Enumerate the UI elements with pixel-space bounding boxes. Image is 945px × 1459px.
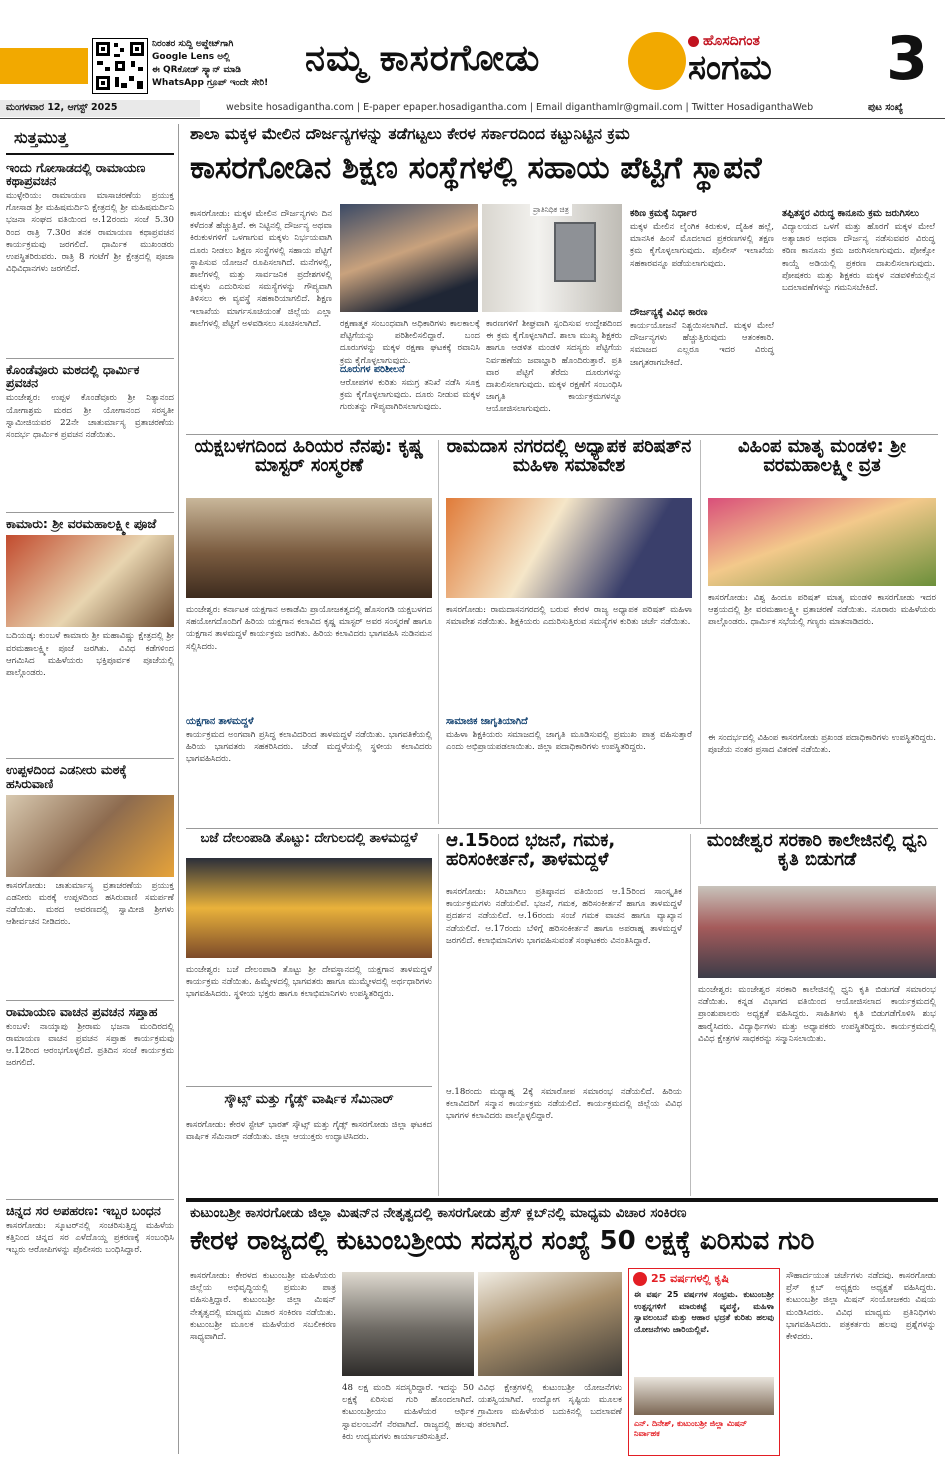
lead-col-2	[340, 318, 480, 430]
story-body: ಮಂಜೇಶ್ವರ: ಕರ್ನಾಟಕ ಯಕ್ಷಗಾನ ಅಕಾಡೆಮಿ ಪ್ರಾಯೋಜಕತ್ವದಲ್ಲಿ ಹೊಸಂಗಡಿ ಯಕ್ಷಬಳಗದ ಸಹಯೋಗದೊಂದಿಗೆ ಹಿರಿಯ ಯಕ್ಷಗಾನ ಕಲಾವಿದ ಕೃಷ್ಣ ಮಾಸ್ಟರ್ ಅವರ ಸಂಸ್ಮರಣೆ ಹಾಗೂ ಯಕ್ಷಗಾನ ತಾಳಮದ್ದಳೆ ಕಾರ್ಯಕ್ರಮ ಜರಗಿತು. ಹಿರಿಯ ಕಲಾವಿದರು ಭಾಗವಹಿಸಿ ನುಡಿನಮನ ಸಲ್ಲಿಸಿದರು.	[186, 605, 432, 652]
sidebar-body: ಕಾಸರಗೋಡು: ಚಾತುರ್ಮಾಸ್ಯ ವ್ರತಾಚರಣೆಯ ಪ್ರಯುಕ್ತ ಎಡನೀರು ಮಠಕ್ಕೆ ಉಪ್ಪಳದಿಂದ ಹಸಿರುವಾಣಿ ಸಮರ್ಪಣೆ ನಡೆಯಿತು. ಮಠದ ಆವರಣದಲ್ಲಿ ಸ್ವಾಮೀಜಿ ಶ್ರೀಗಳು ಆಶೀರ್ವಚನ ನೀಡಿದರು.	[6, 880, 174, 928]
masthead-title: ನಮ್ಮ ಕಾಸರಗೋಡು	[305, 38, 541, 79]
sidebar-item	[6, 161, 174, 358]
sidebar-title: ಸುತ್ತಮುತ್ತ	[6, 124, 174, 155]
lead-col-4-subhead-2: ದೌರ್ಜನ್ಯಕ್ಕೆ ವಿವಿಧ ಕಾರಣ	[630, 307, 708, 318]
brand-block	[688, 34, 878, 86]
sidebar-body: ಕುಂಬಳೆ: ನಾಯ್ಕಾಪು ಶ್ರೀರಾಮ ಭಜನಾ ಮಂದಿರದಲ್ಲಿ ರಾಮಾಯಣ ವಾಚನ ಪ್ರವಚನ ಸಪ್ತಾಹ ಕಾರ್ಯಕ್ರಮವು ಆ.12ರಿಂದ ಆರಂಭಗೊಳ್ಳಲಿದೆ. ಪ್ರತಿದಿನ ಸಂಜೆ ಕಾರ್ಯಕ್ರಮ ಜರಗಲಿದೆ.	[6, 1021, 174, 1069]
story-body-2: ಆ.18ರಂದು ಮಧ್ಯಾಹ್ನ 2ಕ್ಕೆ ಸಮಾರೋಪ ಸಮಾರಂಭ ನಡೆಯಲಿದೆ. ಹಿರಿಯ ಕಲಾವಿದರಿಗೆ ಸನ್ಮಾನ ಕಾರ್ಯಕ್ರಮ ನಡೆಯಲಿದೆ. ಕಾರ್ಯಕ್ರಮದಲ್ಲಿ ಜಿಲ್ಲೆಯ ವಿವಿಧ ಭಾಗಗಳ ಕಲಾವಿದರು ಪಾಲ್ಗೊಳ್ಳಲಿದ್ದಾರೆ.	[446, 1087, 682, 1122]
story-photo	[708, 498, 936, 586]
lead-col-5-subhead: ತಪ್ಪಿತಸ್ಥರ ವಿರುದ್ಧ ಕಾನೂನು ಕ್ರಮ ಜರುಗಿಸಲು	[782, 208, 920, 219]
brand-dot	[628, 32, 686, 90]
lead-col-5-text: ವಿದ್ಯಾಲಯದ ಒಳಗೆ ಮತ್ತು ಹೊರಗೆ ಮಕ್ಕಳ ಮೇಲೆ ಅತ್ಯಾಚಾರ ಅಥವಾ ದೌರ್ಜನ್ಯ ನಡೆಸುವವರ ವಿರುದ್ಧ ಕಠಿಣ ಕಾನೂನು ಕ್ರಮ ಜರುಗಿಸಲಾಗುವುದು. ಪೋಕ್ಸೋ ಕಾಯ್ದೆ ಅಡಿಯಲ್ಲಿ ಪ್ರಕರಣ ದಾಖಲಿಸಲಾಗುವುದು. ಪೋಷಕರು ಮತ್ತು ಶಿಕ್ಷಕರು ಮಕ್ಕಳ ನಡವಳಿಕೆಯಲ್ಲಿನ ಬದಲಾವಣೆಗಳನ್ನು ಗಮನಿಸಬೇಕಿದೆ.	[782, 222, 935, 294]
sidebar-body: ಬದಿಯಡ್ಕ: ಕುಂಬಳೆ ಕಾಮಾರು ಶ್ರೀ ಮಹಾವಿಷ್ಣು ಕ್ಷೇತ್ರದಲ್ಲಿ ಶ್ರೀ ವರಮಹಾಲಕ್ಷ್ಮೀ ಪೂಜೆ ಜರಗಿತು. ವಿವಿಧ ಕಡೆಗಳಿಂದ ಆಗಮಿಸಿದ ಮಹಿಳೆಯರು ಭಕ್ತಿಪೂರ್ವಕ ಪೂಜೆಯಲ್ಲಿ ಪಾಲ್ಗೊಂಡರು.	[6, 631, 174, 679]
lead-headline: ಕಾಸರಗೋಡಿನ ಶಿಕ್ಷಣ ಸಂಸ್ಥೆಗಳಲ್ಲಿ ಸಹಾಯ ಪೆಟ್ಟಿಗೆ ಸ್ಥಾಪನೆ	[190, 150, 762, 186]
masthead	[0, 0, 945, 118]
lead-col-2-text: ರಕ್ಷಣಾತ್ಮಕ ಸಂಬಂಧವಾಗಿ ಅಧಿಕಾರಿಗಳು ಕಾಲಕಾಲಕ್ಕೆ ಪೆಟ್ಟಿಗೆಯನ್ನು ಪರಿಶೀಲಿಸಲಿದ್ದಾರೆ. ಬಂದ ದೂರುಗಳನ್ನು ಮಕ್ಕಳ ರಕ್ಷಣಾ ಘಟಕಕ್ಕೆ ರವಾನಿಸಿ ಕ್ರಮ ಕೈಗೊಳ್ಳಲಾಗುವುದು.	[340, 319, 480, 366]
story-headline: ಮಂಜೇಶ್ವರ ಸರಕಾರಿ ಕಾಲೇಜಿನಲ್ಲಿ ಧ್ವನಿ ಕೃತಿ ಬಿಡುಗಡೆ	[706, 830, 928, 870]
story-body: ಕಾಸರಗೋಡು: ಸಿರಿಬಾಗಿಲು ಪ್ರತಿಷ್ಠಾನದ ವತಿಯಿಂದ ಆ.15ರಿಂದ ಸಾಂಸ್ಕೃತಿಕ ಕಾರ್ಯಕ್ರಮಗಳು ನಡೆಯಲಿವೆ. ಭಜನೆ, ಗಮಕ, ಹರಿಸಂಕೀರ್ತನೆ ಹಾಗೂ ತಾಳಮದ್ದಳೆ ಪ್ರದರ್ಶನ ನಡೆಯಲಿದೆ. ಆ.16ರಂದು ಸಂಜೆ ಗಮಕ ವಾಚನ ಹಾಗೂ ವ್ಯಾಖ್ಯಾನ ನಡೆಯಲಿದೆ. ಆ.17ರಂದು ಬೆಳಿಗ್ಗೆ ಹರಿಸಂಕೀರ್ತನೆ ಹಾಗೂ ಅಪರಾಹ್ನ ತಾಳಮದ್ದಳೆ ಜರಗಲಿದೆ. ಕಲಾಭಿಮಾನಿಗಳು ಭಾಗವಹಿಸುವಂತೆ ಸಂಘಟಕರು ವಿನಂತಿಸಿದ್ದಾರೆ.	[446, 887, 682, 946]
bottom-photo-panel	[342, 1272, 474, 1376]
lead-photo-box	[482, 204, 622, 312]
story-body: ಮಂಜೇಶ್ವರ: ಮಂಜೇಶ್ವರ ಸರಕಾರಿ ಕಾಲೇಜಿನಲ್ಲಿ ಧ್ವನಿ ಕೃತಿ ಬಿಡುಗಡೆ ಸಮಾರಂಭ ನಡೆಯಿತು. ಕನ್ನಡ ವಿಭಾಗದ ವತಿಯಿಂದ ಆಯೋಜಿಸಲಾದ ಕಾರ್ಯಕ್ರಮದಲ್ಲಿ ಪ್ರಾಂಶುಪಾಲರು ಅಧ್ಯಕ್ಷತೆ ವಹಿಸಿದ್ದರು. ಸಾಹಿತಿಗಳು ಕೃತಿ ಬಿಡುಗಡೆಗೊಳಿಸಿ ಶುಭ ಹಾರೈಸಿದರು. ವಿದ್ಯಾರ್ಥಿಗಳು ಮತ್ತು ಅಧ್ಯಾಪಕರು ಉಪಸ್ಥಿತರಿದ್ದರು. ಕಾರ್ಯಕ್ರಮದಲ್ಲಿ ವಿವಿಧ ಕ್ಷೇತ್ರಗಳ ಸಾಧಕರನ್ನು ಸನ್ಮಾನಿಸಲಾಯಿತು.	[698, 985, 936, 1044]
lead-col-3: ಕಾರಣಗಳಿಗೆ ಶೀಘ್ರವಾಗಿ ಸ್ಪಂದಿಸುವ ಉದ್ದೇಶದಿಂದ ಈ ಕ್ರಮ ಕೈಗೊಳ್ಳಲಾಗಿದೆ. ಶಾಲಾ ಮುಖ್ಯ ಶಿಕ್ಷಕರು ಹಾಗೂ ಆಡಳಿತ ಮಂಡಳಿ ಸದಸ್ಯರು ಪೆಟ್ಟಿಗೆಯ ನಿರ್ವಹಣೆಯ ಜವಾಬ್ದಾರಿ ಹೊಂದಿರುತ್ತಾರೆ. ಪ್ರತಿ ವಾರ ಪೆಟ್ಟಿಗೆ ತೆರೆದು ದೂರುಗಳನ್ನು ದಾಖಲಿಸಲಾಗುವುದು. ಮಕ್ಕಳ ರಕ್ಷಣೆಗೆ ಸಂಬಂಧಿಸಿ ಜಾಗೃತಿ ಕಾರ್ಯಕ್ರಮಗಳನ್ನೂ ಆಯೋಜಿಸಲಾಗುವುದು.	[486, 319, 622, 415]
bottom-kicker: ಕುಟುಂಬಶ್ರೀ ಕಾಸರಗೋಡು ಜಿಲ್ಲಾ ಮಿಷನ್‌ನ ನೇತೃತ್ವದಲ್ಲಿ ಕಾಸರಗೋಡು ಪ್ರೆಸ್ ಕ್ಲಬ್‌ನಲ್ಲಿ ಮಾಧ್ಯಮ ವಿಚಾರ ಸಂಕಿರಣ	[190, 1205, 687, 1221]
sidebar-item	[6, 1000, 174, 1199]
lead-kicker: ಶಾಲಾ ಮಕ್ಕಳ ಮೇಲಿನ ದೌರ್ಜನ್ಯಗಳನ್ನು ತಡೆಗಟ್ಟಲು ಕೇರಳ ಸರ್ಕಾರದಿಂದ ಕಟ್ಟುನಿಟ್ಟಿನ ಕ್ರಮ	[190, 125, 630, 143]
issue-date: ಮಂಗಳವಾರ 12, ಆಗಸ್ಟ್ 2025	[6, 102, 118, 113]
qr-line: Google Lens ಅಲ್ಲಿ	[152, 52, 230, 62]
bottom-col-2: 48 ಲಕ್ಷ ಮಂದಿ ಸದಸ್ಯರಿದ್ದಾರೆ. ಇದನ್ನು 50 ಲಕ್ಷಕ್ಕೆ ಏರಿಸುವ ಗುರಿ ಹೊಂದಲಾಗಿದೆ. ಕುಟುಂಬಶ್ರೀಯು ಮಹಿಳೆಯರ ಆರ್ಥಿಕ ಸ್ವಾವಲಂಬನೆಗೆ ನೆರವಾಗಿದೆ. ರಾಜ್ಯದಲ್ಲಿ ಹಲವು ಕಿರು ಉದ್ಯಮಗಳು ಕಾರ್ಯಾಚರಿಸುತ್ತಿವೆ.	[342, 1383, 474, 1442]
sidebar-heading: ಕೊಂಡೆವೂರು ಮಠದಲ್ಲಿ ಧಾರ್ಮಿಕ ಪ್ರವಚನ	[6, 362, 140, 391]
sidebar-item	[6, 758, 174, 999]
sidebar	[6, 124, 174, 1454]
lead-col-2-subhead: ದೂರುಗಳ ಪರಿಶೀಲನೆ	[340, 364, 405, 375]
lead-bottom-rule	[186, 434, 938, 435]
story-subhead: ಸಾಮಾಜಿಕ ಜಾಗೃತಿಯಾಗಿದೆ	[446, 716, 528, 727]
column-divider	[438, 440, 439, 824]
sidebar-photo	[6, 795, 174, 877]
story-college	[698, 832, 936, 1196]
lead-photo-students	[340, 204, 478, 312]
help-box-icon	[554, 222, 596, 282]
column-divider	[690, 834, 691, 1196]
story-subhead: ಯಕ್ಷಗಾನ ತಾಳಮದ್ದಳೆ	[186, 716, 254, 727]
bottom-accent-bar	[186, 1198, 938, 1202]
lead-col-4	[630, 208, 774, 430]
story-headline: ಆ.15ರಿಂದ ಭಜನೆ, ಗಮಕ, ಹರಿಸಂಕೀರ್ತನೆ, ತಾಳಮದ್ದಳೆ	[446, 830, 616, 870]
sidebar-body: ಮುಳ್ಳೇರಿಯ: ರಾಮಾಯಣ ಮಾಸಾಚರಣೆಯ ಪ್ರಯುಕ್ತ ಗೋಸಾಡ ಶ್ರೀ ಮಹಿಷಮರ್ದಿನಿ ಕ್ಷೇತ್ರದಲ್ಲಿ ಶ್ರೀ ಮಹಿಷಮರ್ದಿನಿ ಭಜನಾ ಸಂಘದ ವತಿಯಿಂದ ಆ.12ರಂದು ಸಂಜೆ 5.30 ರಿಂದ ರಾತ್ರಿ 7.30ರ ತನಕ ರಾಮಾಯಣ ಕಥಾಪ್ರವಚನ ಕಾರ್ಯಕ್ರಮವು ಜರಗಲಿದೆ. ಧಾರ್ಮಿಕ ಮುಖಂಡರು ಉಪಸ್ಥಿತರಿರುವರು. ರಾತ್ರಿ 8 ಗಂಟೆಗೆ ಶ್ರೀ ಕ್ಷೇತ್ರದಲ್ಲಿ ಪೂಜಾ ವಿಧಿವಿಧಾನಗಳು ಜರಗಲಿದೆ.	[6, 191, 174, 275]
sidebar-heading: ಕಾಮಾರು: ಶ್ರೀ ವರಮಹಾಲಕ್ಷ್ಮೀ ಪೂಜೆ	[6, 516, 157, 532]
qr-line: ನಿರಂತರ ಸುದ್ದಿ ಅಪ್ಡೇಟ್‌ಗಾಗಿ	[152, 39, 234, 49]
sidebar-photo	[6, 535, 174, 627]
bottom-col-3: ವಿವಿಧ ಕ್ಷೇತ್ರಗಳಲ್ಲಿ ಕುಟುಂಬಶ್ರೀ ಯೋಜನೆಗಳು ಯಶಸ್ವಿಯಾಗಿವೆ. ಉದ್ಯೋಗ ಸೃಷ್ಟಿಯ ಮೂಲಕ ಗ್ರಾಮೀಣ ಮಹಿಳೆಯರ ಬದುಕಿನಲ್ಲಿ ಬದಲಾವಣೆ ತರಲಾಗಿದೆ.	[478, 1383, 622, 1430]
lead-col-4-subhead: ಕಠಿಣ ಕ್ರಮಕ್ಕೆ ನಿರ್ಧಾರ	[630, 208, 697, 219]
story-body: ಕಾಸರಗೋಡು: ರಾಮದಾಸನಗರದಲ್ಲಿ ಬರುವ ಕೇರಳ ರಾಜ್ಯ ಅಧ್ಯಾಪಕ ಪರಿಷತ್ ಮಹಿಳಾ ಸಮಾವೇಶ ನಡೆಯಿತು. ಶಿಕ್ಷಕಿಯರು ಎದುರಿಸುತ್ತಿರುವ ಸಮಸ್ಯೆಗಳ ಕುರಿತು ಚರ್ಚೆ ನಡೆಯಿತು.	[446, 605, 692, 628]
story-scouts	[186, 1086, 432, 1197]
lead-col-1: ಕಾಸರಗೋಡು: ಮಕ್ಕಳ ಮೇಲಿನ ದೌರ್ಜನ್ಯಗಳು ದಿನ ಕಳೆದಂತೆ ಹೆಚ್ಚುತ್ತಿವೆ. ಈ ನಿಟ್ಟಿನಲ್ಲಿ ದೌರ್ಜನ್ಯ ಅಥವಾ ಕಿರುಕುಳಗಳಿಗೆ ಒಳಗಾಗುವ ಮಕ್ಕಳು ನಿರ್ಭಯವಾಗಿ ದೂರು ನೀಡಲು ಶಿಕ್ಷಣ ಸಂಸ್ಥೆಗಳಲ್ಲಿ ಸಹಾಯ ಪೆಟ್ಟಿಗೆ ಸ್ಥಾಪಿಸುವ ಯೋಜನೆ ರೂಪಿಸಲಾಗಿದೆ. ಮನೆಗಳಲ್ಲಿ, ಶಾಲೆಗಳಲ್ಲಿ ಮತ್ತು ಸಾರ್ವಜನಿಕ ಪ್ರದೇಶಗಳಲ್ಲಿ ಮಕ್ಕಳು ಎದುರಿಸುವ ಸಮಸ್ಯೆಗಳನ್ನು ಗೌಪ್ಯವಾಗಿ ತಿಳಿಸಲು ಈ ವ್ಯವಸ್ಥೆ ಸಹಕಾರಿಯಾಗಲಿದೆ. ಶಿಕ್ಷಣ ಇಲಾಖೆಯ ಮಾರ್ಗಸೂಚಿಯಂತೆ ಜಿಲ್ಲೆಯ ಎಲ್ಲಾ ಶಾಲೆಗಳಲ್ಲಿ ಪೆಟ್ಟಿಗೆ ಅಳವಡಿಸಲು ಸೂಚಿಸಲಾಗಿದೆ.	[190, 209, 332, 329]
story-headline: ಬಜೆ ದೇಲಂಪಾಡಿ ತೊಟ್ಟು: ದೇಗುಲದಲ್ಲಿ ತಾಳಮದ್ದಳೆ	[200, 831, 418, 846]
lead-col-2-text-b: ಆರೋಪಗಳ ಕುರಿತು ಸಮಗ್ರ ತನಿಖೆ ನಡೆಸಿ ಸೂಕ್ತ ಕ್ರಮ ಕೈಗೊಳ್ಳಲಾಗುವುದು. ದೂರು ನೀಡುವ ಮಕ್ಕಳ ಗುರುತನ್ನು ಗೌಪ್ಯವಾಗಿರಿಸಲಾಗುವುದು.	[340, 378, 480, 413]
brand-small: ಹೊಸದಿಗಂತ	[703, 33, 760, 49]
bottom-headline: ಕೇರಳ ರಾಜ್ಯದಲ್ಲಿ ಕುಟುಂಬಶ್ರೀಯ ಸದಸ್ಯರ ಸಂಖ್ಯೆ 50 ಲಕ್ಷಕ್ಕೆ ಏರಿಸುವ ಗುರಿ	[190, 1226, 815, 1256]
lead-photo-caption: ಪ್ರಾತಿನಿಧಿಕ ಚಿತ್ರ	[530, 204, 572, 216]
page-number: 3	[886, 24, 928, 94]
sidebar-heading: ಚಿನ್ನದ ಸರ ಅಪಹರಣ: ಇಬ್ಬರ ಬಂಧನ	[6, 1202, 161, 1218]
box-text: ಈ ವರ್ಷ 25 ವರ್ಷಗಳ ಸಂಭ್ರಮ. ಕುಟುಂಬಶ್ರೀ ಉತ್ಪನ್ನಗಳಿಗೆ ಮಾರುಕಟ್ಟೆ ವ್ಯವಸ್ಥೆ, ಮಹಿಳಾ ಸ್ವಾವಲಂಬನೆ ಮತ್ತು ಆಹಾರ ಭದ್ರತೆ ಕುರಿತು ಹಲವು ಯೋಜನೆಗಳು ಜಾರಿಯಲ್ಲಿವೆ.	[634, 1289, 774, 1334]
contact-bar[interactable]: website hosadigantha.com | E-paper epaper.hosadigantha.com | Email diganthamlr@gmail.com | Twitter HosadiganthaWeb	[226, 102, 814, 113]
brand-logo-icon	[688, 36, 699, 47]
lead-col-5	[782, 208, 935, 430]
story-photo	[186, 498, 432, 598]
sidebar-divider	[178, 124, 179, 1454]
story-vhp	[708, 438, 936, 824]
sidebar-item	[6, 512, 174, 758]
story-photo	[698, 886, 936, 978]
story-headline: ಯಕ್ಷಬಳಗದಿಂದ ಹಿರಿಯರ ನೆನಪು: ಕೃಷ್ಣ ಮಾಸ್ಟರ್ ಸಂಸ್ಮರಣೆ	[194, 436, 424, 476]
box-author: ಎನ್. ದಿನೇಶ್, ಕುಟುಂಬಶ್ರೀ ಜಿಲ್ಲಾ ಮಿಷನ್ ನಿರ್ವಾಹಕ	[634, 1419, 747, 1438]
bottom-col-5: ಸೌಹಾರ್ದಯುತ ಚರ್ಚೆಗಳು ನಡೆದವು. ಕಾಸರಗೋಡು ಪ್ರೆಸ್ ಕ್ಲಬ್ ಅಧ್ಯಕ್ಷರು ಅಧ್ಯಕ್ಷತೆ ವಹಿಸಿದ್ದರು. ಕುಟುಂಬಶ್ರೀ ಜಿಲ್ಲಾ ಮಿಷನ್ ಸಂಯೋಜಕರು ವಿಷಯ ಮಂಡಿಸಿದರು. ವಿವಿಧ ಮಾಧ್ಯಮ ಪ್ರತಿನಿಧಿಗಳು ಭಾಗವಹಿಸಿದರು. ಪತ್ರಕರ್ತರು ಹಲವು ಪ್ರಶ್ನೆಗಳನ್ನು ಕೇಳಿದರು.	[786, 1271, 936, 1343]
bottom-col-1: ಕಾಸರಗೋಡು: ಕೇರಳದ ಕುಟುಂಬಶ್ರೀ ಮಹಿಳೆಯರು ಜಿಲ್ಲೆಯ ಅಭಿವೃದ್ಧಿಯಲ್ಲಿ ಪ್ರಮುಖ ಪಾತ್ರ ವಹಿಸುತ್ತಿದ್ದಾರೆ. ಕುಟುಂಬಶ್ರೀ ಜಿಲ್ಲಾ ಮಿಷನ್ ನೇತೃತ್ವದಲ್ಲಿ ಮಾಧ್ಯಮ ವಿಚಾರ ಸಂಕಿರಣ ನಡೆಯಿತು. ಕುಟುಂಬಶ್ರೀ ಮೂಲಕ ಮಹಿಳೆಯರ ಸಬಲೀಕರಣ ಸಾಧ್ಯವಾಗಿದೆ.	[190, 1271, 336, 1343]
sidebar-heading: ಉಪ್ಪಳದಿಂದ ಎಡನೀರು ಮಠಕ್ಕೆ ಹಸಿರುವಾಣಿ	[6, 762, 127, 791]
bottom-photo-speaker	[478, 1272, 622, 1376]
sidebar-item	[6, 1199, 174, 1330]
story-body: ಮಂಜೇಶ್ವರ: ಬಜೆ ದೇಲಂಪಾಡಿ ತೊಟ್ಟು ಶ್ರೀ ದೇವಸ್ಥಾನದಲ್ಲಿ ಯಕ್ಷಗಾನ ತಾಳಮದ್ದಳೆ ಕಾರ್ಯಕ್ರಮ ನಡೆಯಿತು. ಹಿಮ್ಮೇಳದಲ್ಲಿ ಭಾಗವತರು ಹಾಗೂ ಮುಮ್ಮೇಳದಲ್ಲಿ ಅರ್ಥಧಾರಿಗಳು ಭಾಗವಹಿಸಿದರು. ಸ್ಥಳೀಯ ಭಕ್ತರು ಹಾಗೂ ಕಲಾಭಿಮಾನಿಗಳು ಉಪಸ್ಥಿತರಿದ್ದರು.	[186, 965, 432, 1000]
kudumbashree-logo-icon	[633, 1272, 647, 1286]
story-photo	[186, 858, 432, 958]
sidebar-body: ಕಾಸರಗೋಡು: ಸ್ಕೂಟರ್‌ನಲ್ಲಿ ಸಂಚರಿಸುತ್ತಿದ್ದ ಮಹಿಳೆಯ ಕತ್ತಿನಿಂದ ಚಿನ್ನದ ಸರ ಎಳೆದೊಯ್ದ ಪ್ರಕರಣಕ್ಕೆ ಸಂಬಂಧಿಸಿ ಇಬ್ಬರು ಆರೋಪಿಗಳನ್ನು ಪೊಲೀಸರು ಬಂಧಿಸಿದ್ದಾರೆ.	[6, 1220, 174, 1256]
kudumbashree-box	[628, 1268, 780, 1456]
story-headline: ವಿಹಿಂಪ ಮಾತೃ ಮಂಡಳಿ: ಶ್ರೀ ವರಮಹಾಲಕ್ಷ್ಮೀ ವ್ರತ	[738, 436, 906, 476]
story-photo	[446, 498, 692, 598]
column-divider	[700, 440, 701, 824]
story-headline: ಸ್ಕೌಟ್ಸ್ ಮತ್ತು ಗೈಡ್ಸ್ ವಾರ್ಷಿಕ ಸೆಮಿನಾರ್	[224, 1092, 394, 1107]
qr-code-icon	[92, 38, 148, 94]
row2-bottom-rule	[186, 828, 938, 829]
qr-line: WhatsApp ಗ್ರೂಪ್ ಇಂದೇ ಸೇರಿ!	[152, 78, 269, 88]
story-body-2: ಮಹಿಳಾ ಶಿಕ್ಷಕಿಯರು ಸಮಾಜದಲ್ಲಿ ಜಾಗೃತಿ ಮೂಡಿಸುವಲ್ಲಿ ಪ್ರಮುಖ ಪಾತ್ರ ವಹಿಸುತ್ತಾರೆ ಎಂದು ಅಭಿಪ್ರಾಯಪಡಲಾಯಿತು. ಜಿಲ್ಲಾ ಪದಾಧಿಕಾರಿಗಳು ಉಪಸ್ಥಿತರಿದ್ದರು.	[446, 730, 692, 753]
story-yaksha	[186, 438, 432, 824]
story-body: ಕಾಸರಗೋಡು: ಕೇರಳ ಸ್ಟೇಟ್ ಭಾರತ್ ಸ್ಕೌಟ್ಸ್ ಮತ್ತು ಗೈಡ್ಸ್ ಕಾಸರಗೋಡು ಜಿಲ್ಲಾ ಘಟಕದ ವಾರ್ಷಿಕ ಸೆಮಿನಾರ್ ನಡೆಯಿತು. ಜಿಲ್ಲಾ ಆಯುಕ್ತರು ಉದ್ಘಾಟಿಸಿದರು.	[186, 1120, 432, 1143]
story-talamaddale	[186, 832, 432, 1080]
story-body: ಕಾಸರಗೋಡು: ವಿಶ್ವ ಹಿಂದೂ ಪರಿಷತ್ ಮಾತೃ ಮಂಡಳಿ ಕಾಸರಗೋಡು ಇದರ ಆಶ್ರಯದಲ್ಲಿ ಶ್ರೀ ವರಮಹಾಲಕ್ಷ್ಮೀ ವ್ರತಾಚರಣೆ ನಡೆಯಿತು. ನೂರಾರು ಮಹಿಳೆಯರು ಪಾಲ್ಗೊಂಡರು. ಧಾರ್ಮಿಕ ಸಭೆಯಲ್ಲಿ ಗಣ್ಯರು ಮಾತನಾಡಿದರು.	[708, 593, 936, 628]
story-body-2: ಈ ಸಂದರ್ಭದಲ್ಲಿ ವಿಹಿಂಪ ಕಾಸರಗೋಡು ಪ್ರಖಂಡ ಪದಾಧಿಕಾರಿಗಳು ಉಪಸ್ಥಿತರಿದ್ದರು. ಪೂಜೆಯ ನಂತರ ಪ್ರಸಾದ ವಿತರಣೆ ನಡೆಯಿತು.	[708, 733, 936, 756]
lead-col-4-text: ಮಕ್ಕಳ ಮೇಲಿನ ಲೈಂಗಿಕ ಕಿರುಕುಳ, ದೈಹಿಕ ಹಲ್ಲೆ, ಮಾನಸಿಕ ಹಿಂಸೆ ಮೊದಲಾದ ಪ್ರಕರಣಗಳಲ್ಲಿ ತಕ್ಷಣ ಕ್ರಮ ಕೈಗೊಳ್ಳಲಾಗುವುದು. ಪೊಲೀಸ್ ಇಲಾಖೆಯ ಸಹಕಾರವನ್ನೂ ಪಡೆಯಲಾಗುವುದು.	[630, 222, 774, 269]
story-headline: ರಾಮದಾಸ ನಗರದಲ್ಲಿ ಅಧ್ಯಾಪಕ ಪರಿಷತ್‌ನ ಮಹಿಳಾ ಸಮಾವೇಶ	[446, 436, 692, 476]
qr-line: ಈ QRಕೋಡ್ ಸ್ಕ್ಯಾನ್ ಮಾಡಿ	[152, 65, 241, 75]
story-bhajane	[446, 832, 682, 1196]
sidebar-heading: ರಾಮಾಯಣ ವಾಚನ ಪ್ರವಚನ ಸಪ್ತಾಹ	[6, 1003, 158, 1019]
sidebar-body: ಮಂಜೇಶ್ವರ: ಉಪ್ಪಳ ಕೊಂಡೆವೂರು ಶ್ರೀ ನಿತ್ಯಾನಂದ ಯೋಗಾಶ್ರಮ ಮಠದ ಶ್ರೀ ಯೋಗಾನಂದ ಸರಸ್ವತೀ ಸ್ವಾಮೀಜಿಯವರ 22ನೇ ಚಾತುರ್ಮಾಸ್ಯ ವ್ರತಾಚರಣೆಯ ಸಂದರ್ಭ ಧಾರ್ಮಿಕ ಪ್ರವಚನ ನಡೆಯಿತು.	[6, 393, 174, 440]
box-photo	[634, 1377, 774, 1415]
sidebar-item	[6, 358, 174, 512]
story-teachers	[446, 438, 692, 824]
brand-name: ಸಂಗಮ	[688, 47, 772, 88]
column-divider	[438, 834, 439, 1196]
box-title: 25 ವರ್ಷಗಳಲ್ಲಿ ಕೃಷಿ	[651, 1272, 729, 1286]
story-body-2: ಕಾರ್ಯಕ್ರಮದ ಅಂಗವಾಗಿ ಪ್ರಸಿದ್ಧ ಕಲಾವಿದರಿಂದ ತಾಳಮದ್ದಳೆ ನಡೆಯಿತು. ಭಾಗವತಿಕೆಯಲ್ಲಿ ಹಿರಿಯ ಭಾಗವತರು ಸಹಕರಿಸಿದರು. ಚೆಂಡೆ ಮದ್ದಳೆಯಲ್ಲಿ ಸ್ಥಳೀಯ ಕಲಾವಿದರು ಭಾಗವಹಿಸಿದರು.	[186, 730, 432, 765]
sidebar-heading: ಇಂದು ಗೋಸಾಡದಲ್ಲಿ ರಾಮಾಯಣ ಕಥಾಪ್ರವಚನ	[6, 159, 146, 188]
accent-stripe	[0, 48, 88, 84]
qr-instructions	[152, 38, 302, 90]
lead-col-4-text-b: ಕಾರ್ಯಯೋಜನೆ ನಿಶ್ಚಯಿಸಲಾಗಿದೆ. ಮಕ್ಕಳ ಮೇಲೆ ದೌರ್ಜನ್ಯಗಳು ಹೆಚ್ಚುತ್ತಿರುವುದು ಆತಂಕಕಾರಿ. ಸಮಾಜದ ಎಲ್ಲರೂ ಇದರ ವಿರುದ್ಧ ಜಾಗೃತರಾಗಬೇಕಿದೆ.	[630, 321, 774, 368]
masthead-rule	[0, 118, 945, 119]
page-label: ಪುಟ ಸಂಖ್ಯೆ	[868, 102, 904, 113]
